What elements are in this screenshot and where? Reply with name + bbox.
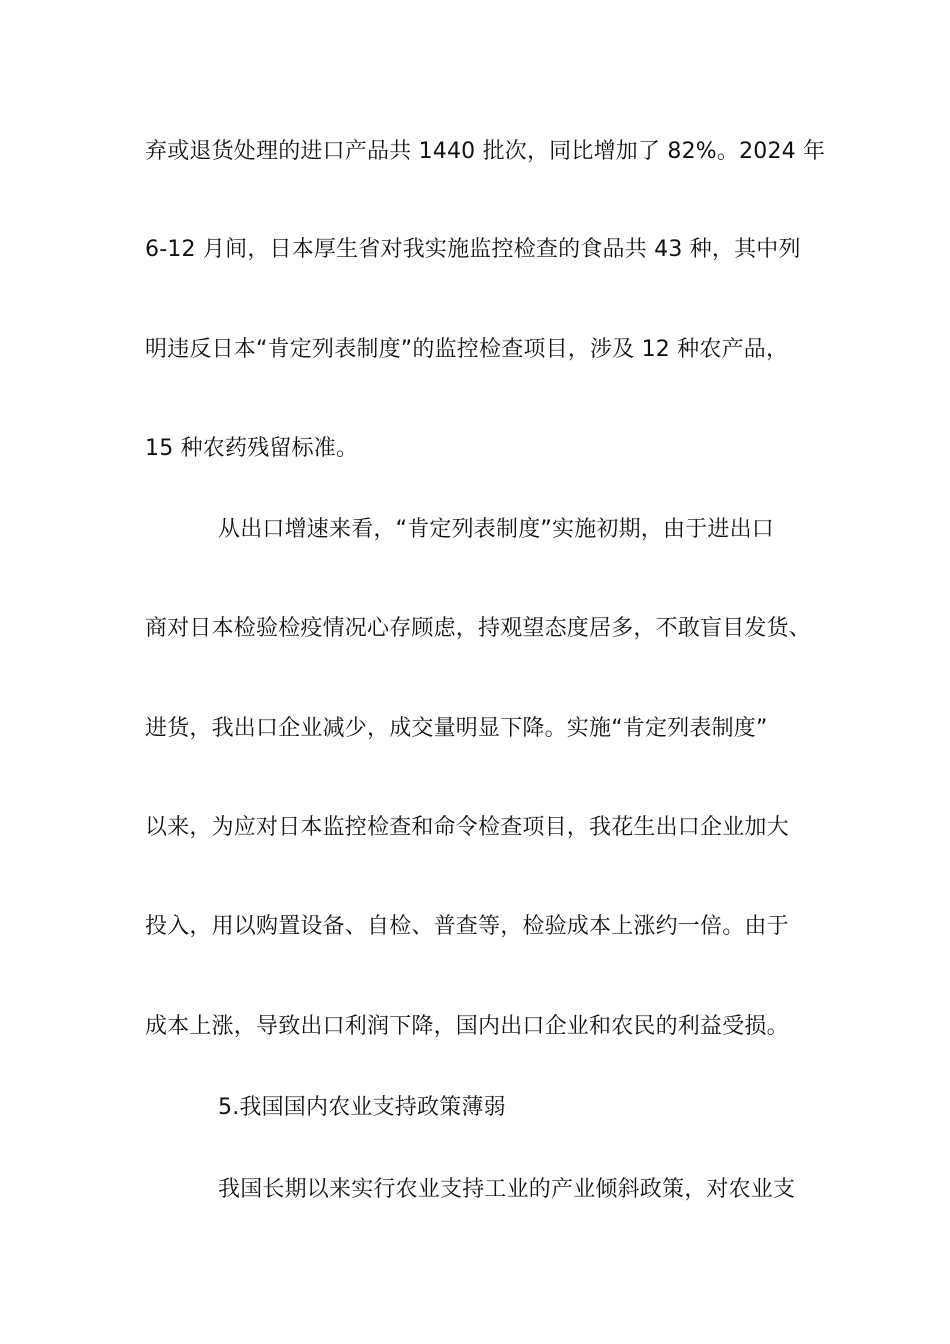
paragraph-line: 明违反日本“肯定列表制度”的监控检查项目，涉及 12 种农产品， — [145, 337, 789, 362]
section-heading: 5.我国国内农业支持政策薄弱 — [218, 1095, 506, 1120]
paragraph-line: 商对日本检验检疫情况心存顾虑，持观望态度居多，不敢盲目发货、 — [145, 616, 812, 641]
paragraph-line: 6-12 月间，日本厚生省对我实施监控检查的食品共 43 种，其中列 — [145, 237, 801, 262]
paragraph-line: 弃或退货处理的进口产品共 1440 批次，同比增加了 82%。2024 年 — [145, 139, 826, 164]
paragraph-line: 以来，为应对日本监控检查和命令检查项目，我花生出口企业加大 — [145, 815, 789, 840]
paragraph-line: 成本上涨，导致出口利润下降，国内出口企业和农民的利益受损。 — [145, 1014, 789, 1039]
paragraph-line: 15 种农药残留标准。 — [145, 436, 359, 461]
paragraph-line: 我国长期以来实行农业支持工业的产业倾斜政策，对农业支 — [218, 1177, 796, 1202]
paragraph-line: 从出口增速来看，“肯定列表制度”实施初期，由于进出口 — [218, 517, 774, 542]
paragraph-line: 进货，我出口企业减少，成交量明显下降。实施“肯定列表制度” — [145, 716, 768, 741]
paragraph-line: 投入，用以购置设备、自检、普查等，检验成本上涨约一倍。由于 — [145, 914, 789, 939]
